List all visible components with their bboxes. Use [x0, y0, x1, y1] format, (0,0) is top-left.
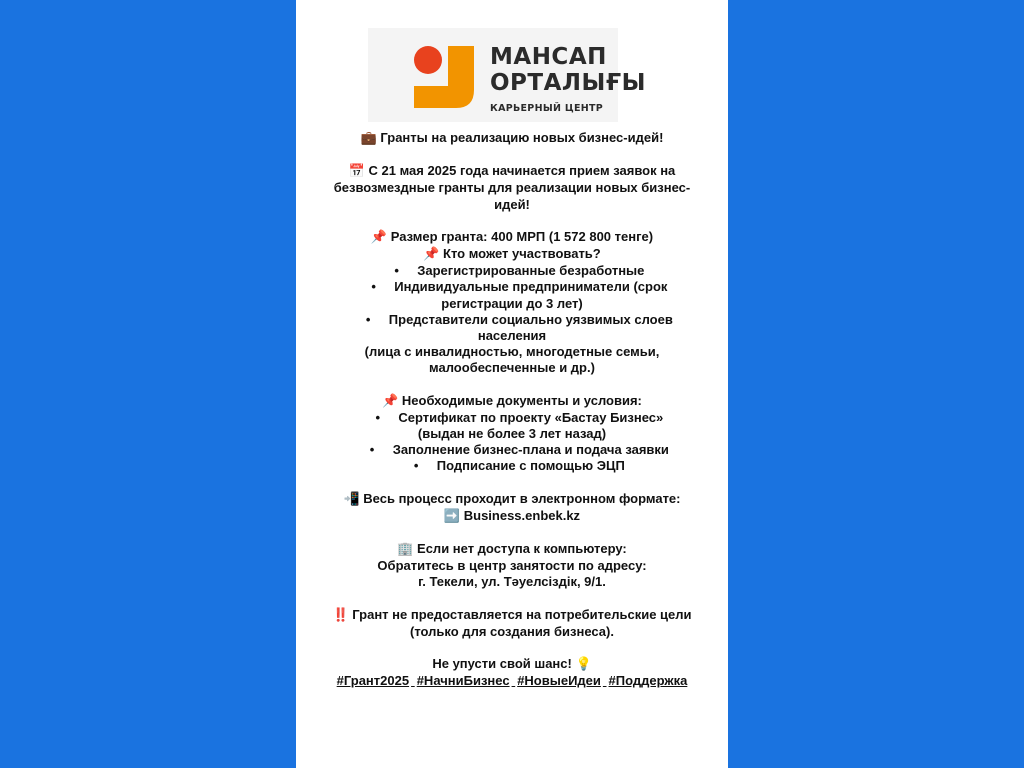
hashtag-link[interactable]: #НачниБизнес: [416, 673, 510, 689]
double-exclamation-icon: ‼️: [332, 607, 349, 623]
who-title-line: [310, 246, 714, 263]
cta-line: [310, 656, 714, 673]
pushpin-icon: 📌: [382, 393, 399, 409]
who-item-3: [310, 312, 714, 328]
docs-item-1-text-1: Сертификат по проекту «Бастау Бизнес»: [398, 409, 664, 425]
docs-item-1-text-2: (выдан не более 3 лет назад): [417, 426, 607, 442]
cta-text: Не упусти свой шанс!: [432, 656, 572, 672]
logo-line2: ОРТАЛЫҒЫ: [490, 70, 646, 96]
grant-size-line: [310, 229, 714, 246]
docs-title-text: Необходимые документы и условия:: [401, 392, 642, 408]
right-arrow-icon: ➡️: [443, 508, 461, 524]
who-item-3-text-1: Представители социально уязвимых слоев: [388, 311, 673, 327]
site-link[interactable]: Business.enbek.kz: [463, 507, 581, 523]
who-item-1: [310, 263, 714, 279]
warn-line-2: (только для создания бизнеса).: [410, 623, 614, 639]
docs-item-1: [310, 410, 714, 426]
calendar-icon: 📅: [348, 164, 365, 180]
bullet-marker: •: [371, 279, 376, 295]
bullet-marker: •: [365, 311, 371, 327]
hashtag-link[interactable]: #Поддержка: [608, 673, 688, 689]
office-building-icon: 🏢: [397, 542, 414, 558]
logo-line1: МАНСАП: [490, 44, 607, 70]
bullet-marker: •: [394, 263, 399, 279]
online-line: [310, 491, 714, 508]
briefcase-icon: 💼: [360, 131, 377, 146]
who-item-2-text-2: регистрации до 3 лет): [441, 295, 583, 311]
who-item-3-text-2: населения: [477, 328, 547, 344]
warn-line-1: [310, 607, 714, 624]
pushpin-icon: 📌: [423, 247, 440, 263]
hashtag-link[interactable]: #НовыеИдеи: [517, 673, 601, 689]
grant-size-text: Размер гранта: 400 МРП (1 572 800 тенге): [390, 228, 654, 244]
logo-line3: КАРЬЕРНЫЙ ЦЕНТР: [490, 103, 604, 114]
docs-item-2-text: Заполнение бизнес-плана и подача заявки: [392, 442, 669, 458]
docs-item-3-text: Подписание с помощью ЭЦП: [436, 458, 625, 474]
hashtags-line: [310, 673, 714, 689]
who-item-2: [310, 279, 714, 295]
intro-text-1: С 21 мая 2025 года начинается прием заявок на: [368, 163, 676, 179]
title-line: [310, 130, 714, 147]
light-bulb-icon: 💡: [575, 657, 592, 673]
intro-line-3: идей!: [494, 196, 530, 212]
office-text-1: Если нет доступа к компьютеру:: [417, 541, 627, 557]
office-line-2: Обратитесь в центр занятости по адресу:: [377, 558, 647, 574]
hashtag-link[interactable]: #Грант2025: [336, 673, 410, 689]
bullet-marker: •: [413, 458, 419, 474]
who-note-2: малообеспеченные и др.): [429, 360, 595, 376]
who-item-2-text-1: Индивидуальные предприниматели (срок: [394, 279, 668, 295]
docs-item-2: [310, 442, 714, 458]
bullet-marker: •: [375, 409, 381, 425]
mansap-logo: [368, 28, 646, 122]
who-note-1: (лица с инвалидностью, многодетные семьи,: [364, 344, 660, 360]
logo-mark-icon: [414, 46, 474, 108]
office-line-1: [310, 541, 714, 558]
intro-line-1: [310, 163, 714, 180]
mobile-arrow-icon: 📲: [343, 491, 360, 507]
who-title-text: Кто может участвовать?: [443, 246, 601, 262]
warn-text-1: Грант не предоставляется на потребительские цели: [352, 606, 692, 622]
site-line: [310, 508, 714, 525]
online-text: Весь процесс проходит в электронном формате:: [363, 490, 681, 506]
who-item-1-text: Зарегистрированные безработные: [417, 263, 645, 279]
docs-item-3: [310, 458, 714, 474]
docs-title-line: [310, 393, 714, 410]
intro-line-2: безвозмездные гранты для реализации новых бизнес-: [333, 180, 691, 196]
pushpin-icon: 📌: [370, 229, 388, 245]
office-line-3: г. Текели, ул. Тәуелсіздік, 9/1.: [418, 574, 606, 590]
bullet-marker: •: [369, 442, 375, 458]
post-text: [310, 130, 714, 689]
post-title: Гранты на реализацию новых бизнес-идей!: [380, 130, 664, 145]
logo-text: [490, 46, 646, 114]
